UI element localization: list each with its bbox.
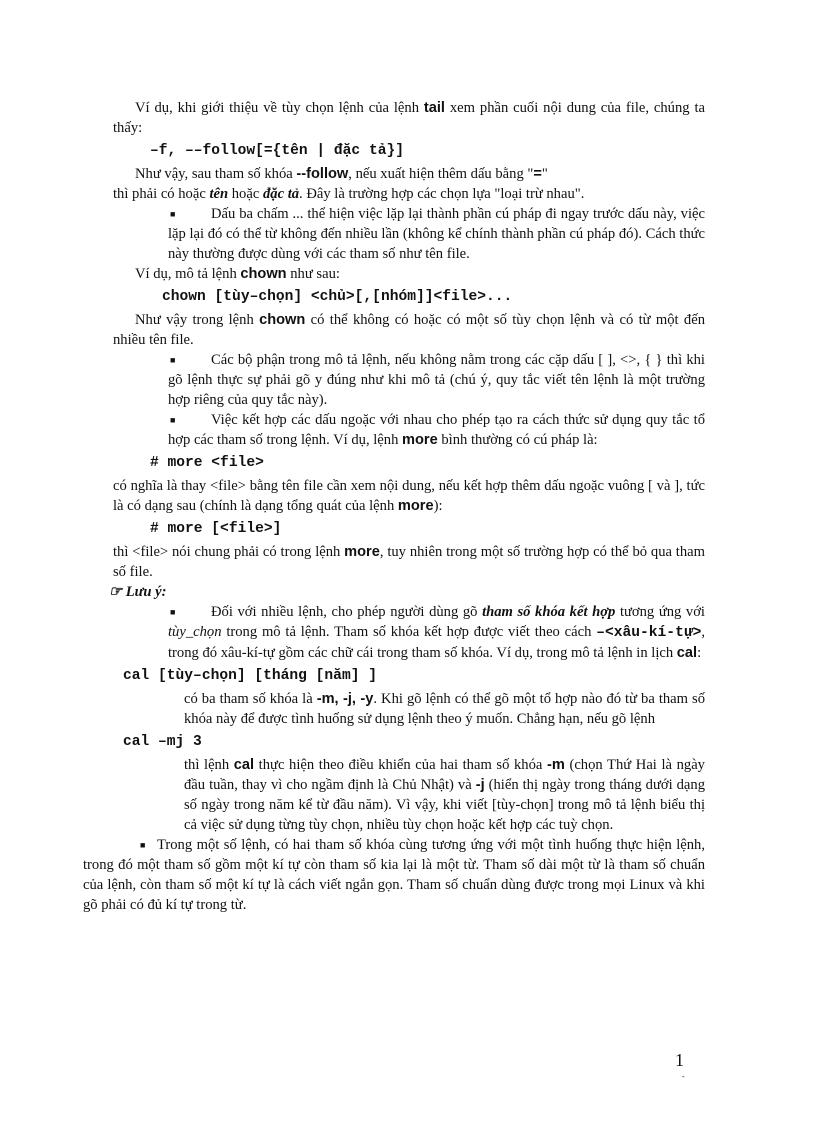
note-heading [109,582,705,602]
keyword-m: -m [547,757,565,773]
text: (hiển thị ngày trong tháng dưới dạng số ngày trong năm kể từ đầu năm). Vì vậy, khi viết [tùy-chọn] trong mô tả lệnh biểu thị cả việc sử dụng từng tùy chọn, nhiều tùy chọn hoặc kết hợp các tuỳ chọn. [184,777,706,833]
text: Ví dụ, khi giới thiệu về tùy chọn lệnh của lệnh [135,100,424,116]
emphasis-option: tùy_chọn [168,624,222,640]
text: thì phải có hoặc [113,186,210,202]
text: thực hiện theo điều khiển của hai tham số khóa [254,757,547,773]
emphasis-combined-key: tham số khóa kết hợp [482,604,616,620]
bullet-text: Các bộ phận trong mô tả lệnh, nếu không nằm trong các cặp dấu [ ], <>, { } thì khi gõ lệnh thực sự phải gõ y đúng như khi mô tả (chú ý, quy tắc viết tên lệnh là một trường hợp riêng của quy tắc này). [168,352,705,408]
keyword-more: more [344,544,380,560]
text: , trong đó xâu-kí-tự gồm các chữ cái trong tham số khóa. Ví dụ, trong mô tả lệnh in lịch [168,624,705,661]
keyword-more: more [397,498,434,514]
cal-mj-explain-block [113,755,705,835]
text: thì <file> nói chung phải có trong lệnh [113,544,345,560]
code-cal-mj: cal –mj 3 [123,734,202,750]
paragraph-chown-intro [113,264,705,284]
paragraph-more-optional [113,542,705,582]
text: . Khi gõ lệnh có thể gõ một tổ hợp nào đó từ ba tham số khóa này để được tình huống sử dụng lệnh theo ý muốn. Chẳng hạn, nếu gõ lệnh [184,691,706,727]
text: như sau: [286,266,340,282]
text: , tuy nhiên trong một số trường hợp có thể bỏ qua tham số file. [113,544,705,580]
paragraph-tail-intro [113,98,705,138]
keyword-chown: chown [240,266,287,282]
paragraph-cal-keys [184,689,705,729]
cal-explain-block [113,689,705,729]
equals-sign: = [533,166,542,182]
paragraph-chown-explain [113,310,705,350]
bullet-icon: ■ [170,209,176,219]
text: ): [433,498,443,514]
text: hoặc [228,186,263,202]
code-chown: chown [tùy–chọn] <chủ>[,[nhóm]]<file>... [162,289,513,305]
bullet-text [168,410,705,450]
keyword-tail: tail [423,100,445,116]
bullet-combine [113,410,705,450]
code-cal: cal [tùy–chọn] [tháng [năm] ] [123,668,377,684]
paragraph-follow-explain [113,164,705,184]
bullet-icon: ■ [140,840,146,850]
keyword-cal: cal [233,757,255,773]
document-page [83,98,706,915]
text: (chọn Thứ Hai là ngày đầu tuần, thay vì cho ngầm định là Chủ Nhật) và [184,757,705,793]
text: Như vậy trong lệnh [135,312,260,328]
text: có thể không có hoặc có một số tùy chọn lệnh và có từ một đến nhiều tên file. [113,312,706,348]
code-follow-option: –f, ––follow[={tên | đặc tả}] [150,143,404,159]
emphasis-spec: đặc tả [262,186,300,202]
text: Việc kết hợp các dấu ngoặc với nhau cho phép tạo ra cách thức sử dụng quy tắc tổ hợp các tham số trong lệnh. Ví dụ, lệnh [168,412,705,448]
keyword-more: more [402,432,438,448]
pointing-hand-icon: ☞ [109,584,123,600]
paragraph-more-explain [113,476,705,516]
keyword-chown: chown [259,312,306,328]
note-label: Lưu ý: [125,584,167,600]
bullet-combined-keys [113,602,705,663]
bullet-icon: ■ [170,415,176,425]
bullet-text [168,602,705,663]
text: thì lệnh [184,757,234,773]
text: xem phần cuối nội dung của file, chúng ta thấy: [113,100,705,136]
keyword-follow: --follow [296,166,349,182]
text: , nếu xuất hiện thêm dấu bằng " [348,166,534,182]
keyword-j: -j [475,777,485,793]
text: Đối với nhiều lệnh, cho phép người dùng gõ [211,604,483,620]
code-more: # more <file> [150,455,264,471]
text: có ba tham số khóa là [184,691,317,707]
code-inline: –<xâu-kí-tự> [596,625,702,641]
paragraph-exclusive [113,184,705,204]
text: : [697,645,702,661]
code-more-optional: # more [<file>] [150,521,282,537]
text: có nghĩa là thay <file> bằng tên file cần xem nội dung, nếu kết hợp thêm dấu ngoặc vuông [ và ], tức là có dạng sau (chính là dạng tổng quát của lệnh [113,478,705,514]
text: . Đây là trường hợp các chọn lựa "loại trừ nhau". [299,186,585,202]
bullet-icon: ■ [170,355,176,365]
bullet-brackets [113,350,705,410]
text: " [541,166,548,182]
keyword-cal: cal [676,645,698,661]
text: Ví dụ, mô tả lệnh [135,266,241,282]
page-tick: - [682,1072,685,1081]
text: tương ứng với [615,604,705,620]
keyword-cal-options: -m, -j, -y [316,691,374,707]
bullet-text: Trong một số lệnh, có hai tham số khóa cùng tương ứng với một tình huống thực hiện lệnh, trong đó một tham số gồm một kí tự còn tham số kia lại là một từ. Tham số dài một từ là tham số chuẩn của lệnh, còn tham số một kí tự là cách viết ngắn gọn. Tham số chuẩn dùng được trong mọi Linux và khi gõ phải có đủ kí tự trong từ. [83,837,705,913]
bullet-icon: ■ [170,607,176,617]
page-number: 1 [675,1050,684,1070]
text: Như vậy, sau tham số khóa [135,166,297,182]
emphasis-name: tên [209,186,229,202]
bullet-long-short [83,835,705,915]
text: bình thường có cú pháp là: [437,432,598,448]
bullet-text: Dấu ba chấm ... thể hiện việc lặp lại thành phần cú pháp đi ngay trước dấu này, việc lặp lại đó có thể từ không đến nhiều lần (không kể chính thành phần cú pháp đó). Cách thức này thường được dùng với các tham số như tên file. [168,206,706,262]
paragraph-cal-mj [184,755,705,835]
bullet-ellipsis [113,204,705,264]
text: trong mô tả lệnh. Tham số khóa kết hợp được viết theo cách [221,624,597,640]
